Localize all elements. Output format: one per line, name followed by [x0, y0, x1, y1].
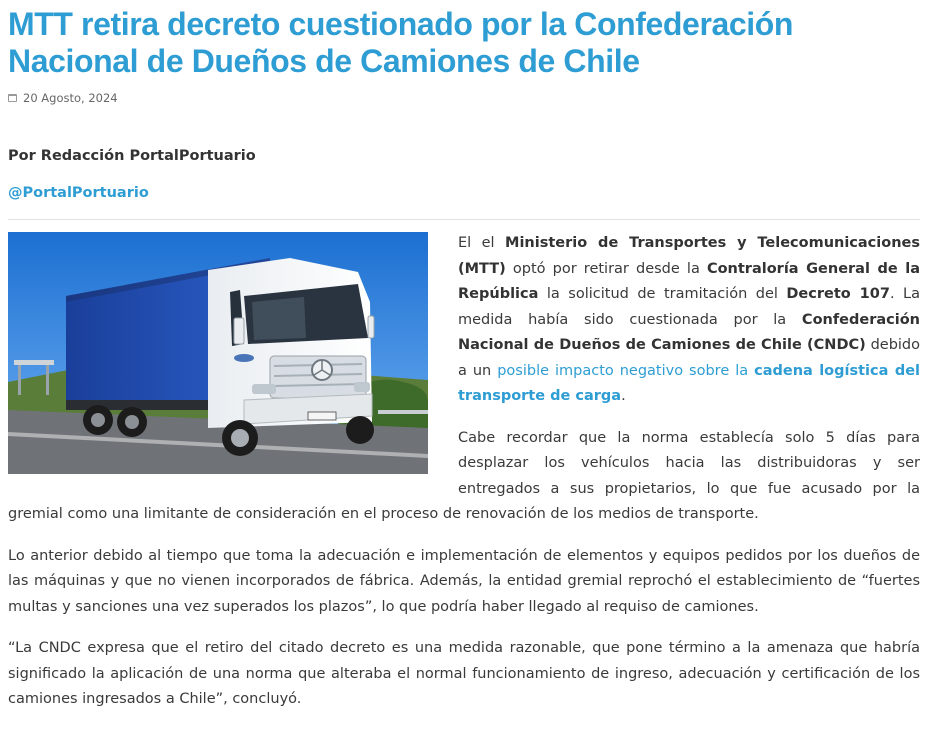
divider — [8, 219, 920, 220]
paragraph-2: Cabe recordar que la norma establecía solo 5 días para desplazar los vehículos hacia las distribuidoras y ser entregados a sus propietarios, lo que fue acusado por la gremial como una limitante de consideración en el proceso de renovación de los medios de transporte. — [8, 429, 920, 522]
link-text: posible impacto negativo sobre la — [497, 362, 755, 379]
p1-bold-contraloria: Contraloría General de la República — [458, 260, 920, 302]
p1-bold-cndc: Confederación Nacional de Dueños de Camiones de Chile (CNDC) — [458, 311, 920, 353]
p1-text-3: la solicitud de tramitación del — [538, 286, 787, 302]
article-container — [0, 6, 932, 713]
paragraph-4: “La CNDC expresa que el retiro del citado decreto es una medida razonable, que pone término a la amenaza que habría significado la aplicación de una norma que alteraba el normal funcionamiento de ingreso, adecuación y certificación de los camiones ingresados a Chile”, concluyó. — [8, 640, 920, 707]
p1-bold-mtt: Ministerio de Transportes y Telecomunicaciones (MTT) — [458, 235, 921, 277]
article-date: 20 Agosto, 2024 — [23, 91, 118, 105]
calendar-icon — [8, 94, 17, 102]
article-body — [8, 231, 920, 713]
p1-text-5: debido a un — [458, 337, 920, 379]
truck-photo — [8, 232, 428, 474]
p1-text-2: optó por retirar desde la — [505, 260, 707, 277]
article-meta — [8, 91, 920, 105]
twitter-handle-link[interactable]: @PortalPortuario — [8, 185, 149, 201]
p1-bold-decreto: Decreto 107 — [786, 286, 890, 302]
p1-text-6: . — [621, 388, 626, 404]
author-byline: Por Redacción PortalPortuario — [8, 148, 256, 164]
p1-text-1: El el — [458, 235, 506, 251]
p1-text-4: . La medida había sido cuestionada por la — [458, 286, 920, 328]
link-bold-text: cadena logística del transporte de carga — [458, 362, 920, 404]
paragraph-3: Lo anterior debido al tiempo que toma la adecuación e implementación de elementos y equipos pedidos por los dueños de las máquinas y que no vienen incorporados de fábrica. Además, la entidad gremial reprochó el establecimiento de “fuertes multas y sanciones una vez superados los plazos”, lo que podría haber llegado al requiso de camiones. — [8, 547, 920, 615]
article-title: MTT retira decreto cuestionado por la Confederación Nacional de Dueños de Camiones de Chile — [8, 6, 794, 79]
article-link-cadena-logistica[interactable] — [458, 363, 920, 405]
